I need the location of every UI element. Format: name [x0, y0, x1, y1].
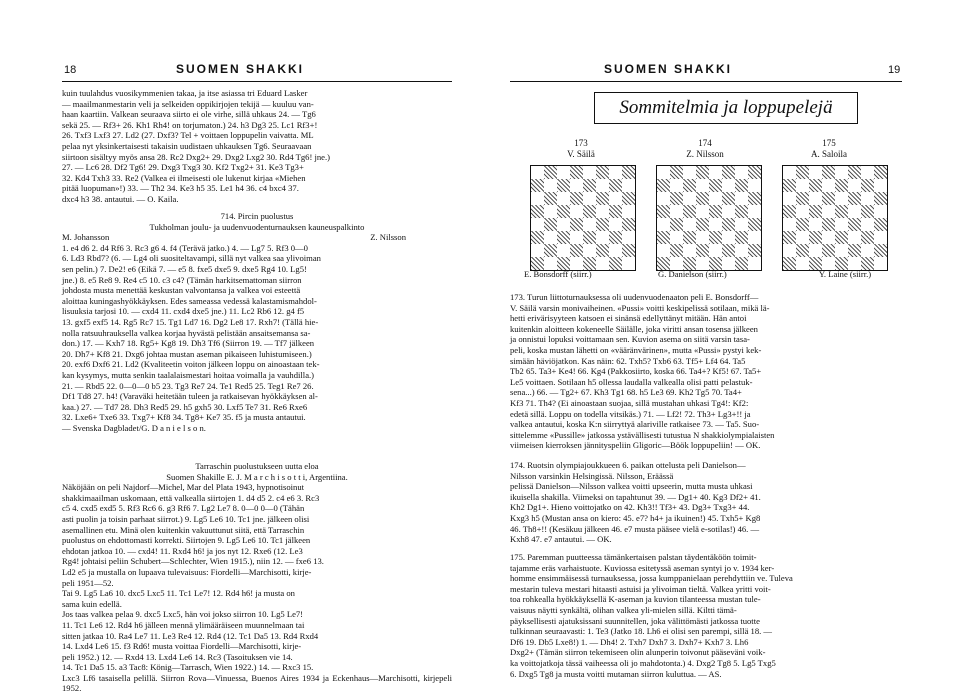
board-square: [735, 231, 748, 244]
board-square: [709, 231, 722, 244]
text-line: lisuuksia tarjosi 10. — cxd4 11. cxd4 dxe5 jne.) 11. Lc2 Rb6 12. g4 f5: [62, 306, 305, 317]
text-line: Kxh8 47. e7 antautui. — OK.: [510, 534, 612, 545]
board-square: [622, 179, 635, 192]
problem-number: 175: [822, 138, 836, 148]
text-line: nolla ratsuuhrauksella valkea korjaa hyvästä pelistään ansaitsemansa sa-: [62, 327, 311, 338]
board-square: [783, 205, 796, 218]
board-square: [796, 231, 809, 244]
board-square: [596, 166, 609, 179]
board-square: [596, 192, 609, 205]
board-square: [557, 179, 570, 192]
problem-composer: V. Säilä: [567, 149, 595, 159]
problem-173-header: [526, 138, 636, 160]
board-square: [570, 205, 583, 218]
board-square: [822, 218, 835, 231]
text-line: sekä 25. — Rf3+ 26. Kh1 Rh4! on torjumaton.) 24. h3 Dg3 25. Lc1 Rf3+!: [62, 119, 318, 130]
text-line: 32. Kd4 Txh3 33. Re2 (Valkea ei ilmeisesti ole lukenut kirjaa «Miehen: [62, 172, 306, 183]
board-square: [735, 166, 748, 179]
board-square: [683, 179, 696, 192]
text-line: Le5 voittaen. Sotilaan h5 ollessa laudalla valkealla olisi patti pelastuk-: [510, 376, 753, 387]
board-square: [783, 166, 796, 179]
board-square: [809, 244, 822, 257]
text-line: — Svenska Dagbladet/G. D a n i e l s o n.: [62, 422, 206, 433]
text-line: johdosta musta menettää keskustan valvontansa ja valkea voi esteettä: [62, 285, 301, 296]
board-square: [874, 179, 887, 192]
board-square: [696, 205, 709, 218]
text-line: don.) 17. — Kxh7 18. Rg5+ Kg8 19. Dh3 Tf6 (Siirron 19. — Tf7 jälkeen: [62, 338, 315, 349]
text-line: peli, koska mustan lähetti on «vääränvärinen», mutta «Pussi» pystyi kek-: [510, 344, 762, 355]
board-square: [861, 218, 874, 231]
text-line: kan kysymys, mutta senkin taalalaismestari hoitaa voimalla ja vauhdilla.): [62, 369, 315, 380]
board-square: [861, 244, 874, 257]
board-square: [531, 205, 544, 218]
board-square: [874, 192, 887, 205]
text-line: vaisuus näytti synkältä, olihan valkea yli-mielen sillä. Kiltti tämä-: [510, 604, 737, 615]
board-square: [709, 192, 722, 205]
board-square: [722, 218, 735, 231]
text-line: Kf3 71. Th4? (Ei ainoastaan suojaa, sillä mustahan uhkasi Tg4!: Kf2:: [510, 397, 749, 408]
header-rule: [62, 81, 452, 82]
text-line: Jos taas valkea pelaa 9. dxc5 Lxc5, hän voi jokso siirron 10. Lg5 Le7!: [62, 609, 304, 620]
board-square: [557, 192, 570, 205]
board-square: [583, 244, 596, 257]
text-line: pelaa nyt yksinkertaisesti takaisin uudistaen uhkauksen Tg6. Seuraavaan: [62, 140, 312, 151]
board-square: [709, 218, 722, 231]
intro-text: [62, 88, 452, 205]
text-line: 175. Paremman puutteessa tämänkertaisen palstan täydentäköön toimit-: [510, 552, 757, 562]
board-square: [696, 192, 709, 205]
board-square: [848, 192, 861, 205]
board-square: [796, 218, 809, 231]
board-square: [557, 166, 570, 179]
board-square: [809, 218, 822, 231]
text-line: sen pelin.) 7. De2! e6 (Eikä 7. — e5 8. fxe5 dxe5 9. dxe5 Rg4 10. Lg5!: [62, 263, 307, 274]
board-square: [822, 179, 835, 192]
board-square: [874, 218, 887, 231]
problem-174-solver: G. Danielson (siirr.): [658, 269, 727, 279]
text-line: 20. Dh7+ Kf8 21. Dxg6 johtaa mustan aseman pikaiseen luhistumiseen.): [62, 348, 312, 359]
problem-composer: A. Saloila: [811, 149, 847, 159]
text-line: asemallinen etu. Minä olen kuitenkin vakuuttunut siitä, että Tarraschin: [62, 524, 305, 535]
board-square: [531, 166, 544, 179]
board-square: [657, 192, 670, 205]
text-line: Näköjään on peli Najdorf—Michel, Mar del Plata 1943, hypnotisoinut: [62, 482, 305, 493]
board-square: [544, 218, 557, 231]
board-square: [796, 244, 809, 257]
game-714: [62, 211, 452, 433]
page-number: 18: [64, 64, 77, 76]
right-page: [480, 0, 960, 694]
text-line: 21. — Rbd5 22. 0—0—0 b5 23. Tg3 Re7 24. Te1 Red5 25. Teg1 Re7 26.: [62, 380, 314, 391]
text-line: edetä sillä. Loppu on todella vitsikäs.) 71. — Lf2! 72. Th3+ Lg3+!! ja: [510, 408, 751, 419]
board-square: [683, 166, 696, 179]
board-square: [809, 166, 822, 179]
board-square: [557, 231, 570, 244]
text-line: 27. — Lc6 28. Df2 Tg6! 29. Dxg3 Txg3 30. Kf2 Txg2+ 31. Ke3 Tg3+: [62, 162, 304, 173]
board-square: [861, 179, 874, 192]
board-square: [557, 244, 570, 257]
text-line: — maailmanmestarin veli ja selkeiden oppikirjojen tekijä — kuuluu van-: [62, 98, 314, 109]
text-line: Dxg2+ (Tämän siirron tekemiseen olin alunperin toivonut pääseväni voik-: [510, 647, 766, 658]
header-rule: [510, 81, 902, 82]
text-line: 13. gxf5 exf5 14. Rg5 Rc7 15. Tg1 Ld7 16. Dg2 Le8 17. Rxh7! (Tällä hie-: [62, 316, 319, 327]
board-square: [822, 205, 835, 218]
board-square: [809, 205, 822, 218]
text-line: jne.) 8. e5 Re8 9. Re4 c5 10. c3 c4? (Tämän harkitsemattoman siirron: [62, 274, 302, 285]
board-square: [835, 231, 848, 244]
text-line: valkea antautui, koska K:n siirryttyä alariville ratkaisee 73. — Ta5. Suo-: [510, 419, 760, 430]
board-square: [622, 205, 635, 218]
text-line: peli 1952.) 12. — Rxd4 13. Lxd4 Le6 14. Rc3 (Tasoituksen vie 14.: [62, 651, 293, 662]
board-square: [722, 231, 735, 244]
white-player: M. Johansson: [62, 232, 110, 243]
board-square: [822, 166, 835, 179]
board-square: [622, 218, 635, 231]
board-square: [848, 231, 861, 244]
board-square: [583, 218, 596, 231]
board-square: [874, 244, 887, 257]
board-square: [722, 166, 735, 179]
text-line: Df1 Td8 27. h4! (Varaväki heitetään tuleen ja ratkaisevan hyökkäyksen al-: [62, 391, 318, 402]
board-square: [583, 231, 596, 244]
board-square: [722, 192, 735, 205]
board-square: [709, 179, 722, 192]
board-square: [531, 192, 544, 205]
text-line: sama kuin edellä.: [62, 598, 122, 609]
text-line: simään häviöjatkon. Kas näin: 62. Txh5? Txb6 63. Tf5+ Lf4 64. Ta5: [510, 355, 746, 366]
board-square: [861, 192, 874, 205]
problem-composer: Z. Nilsson: [686, 149, 724, 159]
solution-174: [510, 460, 902, 545]
board-square: [822, 244, 835, 257]
board-square: [735, 205, 748, 218]
board-square: [570, 231, 583, 244]
text-line: puolustus on ehdottomasti korrekti. Siirtojen 9. Lg5 Le6 10. Tc1 jälkeen: [62, 535, 311, 546]
text-line: ka voittojatkoja tässä vaiheessa oli jo mahdotonta.) 4. Dxg2 Tg8 5. Lg5 Txg5: [510, 657, 776, 668]
text-line: 14. Tc1 Da5 15. a3 Tac8: König—Tarrasch, Wien 1922.) 14. — Rxc3 15.: [62, 662, 314, 673]
board-square: [683, 218, 696, 231]
board-square: [657, 205, 670, 218]
board-square: [796, 179, 809, 192]
board-square: [748, 166, 761, 179]
board-square: [683, 244, 696, 257]
board-square: [544, 231, 557, 244]
text-line: pitää luopuman»!) 33. — Th2 34. Ke3 h5 35. Le1 h4 36. c4 bxc4 37.: [62, 183, 299, 194]
board-square: [622, 231, 635, 244]
text-line: homme ensimmäisessä turnauksessa, jossa kumppanielaan perehdyttiin ve. Tuleva: [510, 573, 793, 584]
board-square: [696, 244, 709, 257]
board-square: [748, 231, 761, 244]
chess-diagram-174: [656, 165, 762, 271]
board-square: [835, 179, 848, 192]
text-line: Kxg3 h5 (Mustan ansa on kiero: 45. e7? h4+ ja ikuinen!) 45. Txh5+ Kg8: [510, 512, 761, 523]
text-line: viimeisen kierroksen jännityspeliin Gligoric—Böök loppupeliin! — OK.: [510, 440, 761, 451]
text-line: kuitenkin aloitteen kokeneelle Säilälle, joka viritti ansan tosensa jälkeen: [510, 323, 758, 334]
board-square: [596, 179, 609, 192]
text-line: päyksellisesti ajatuksissani suunnitellen, joka välittömästi jatkossa tuotte: [510, 615, 760, 626]
tarrasch-article: [62, 461, 452, 694]
text-line: tulkinnan seuraavasti: 1. Te3 (Jatko 18. Lh6 ei olisi sen parempi, sillä 18. —: [510, 626, 773, 637]
text-line: pelissä Danielson—Nilsson valkea voitti upseerin, mutta musta uhkasi: [510, 481, 753, 492]
text-line: hetti erivärisyyteen katsoen ei sinänsä edellyttänyt mitään. Hän antoi: [510, 313, 747, 324]
text-line: dxc4 h3 38. antautui. — O. Kaila.: [62, 193, 179, 204]
board-square: [609, 244, 622, 257]
board-square: [670, 166, 683, 179]
board-square: [735, 218, 748, 231]
text-line: Nilsson varsinkin Helsingissä. Nilsson, Eräässä: [510, 470, 674, 481]
board-square: [670, 231, 683, 244]
board-square: [748, 218, 761, 231]
board-square: [657, 218, 670, 231]
board-square: [596, 231, 609, 244]
text-line: ehdotan jatkoa 10. — cxd4! 11. Rxd4 h6! ja jos nyt 12. Rxe6 (12. Le3: [62, 545, 303, 556]
board-square: [796, 192, 809, 205]
text-line: Ld2 e5 ja mustalla on lupaava tulevaisuus: Fiordelli—Marchisotti, kirje-: [62, 566, 312, 577]
board-square: [544, 192, 557, 205]
text-line: Tai 9. Lg5 La6 10. dxc5 Lxc5 11. Tc1 Le7! 12. Rd4 h6! ja musta on: [62, 588, 295, 599]
chess-diagram-175: [782, 165, 888, 271]
text-line: aloittaa kuningashyökkäyksen. Edes sameassa vedessä kalastamismahdol-: [62, 295, 317, 306]
text-line: sitten jatkaa 10. Ra4 Le7 11. Le3 Re4 12. Rd4 (12. Tc1 Da5 13. Rd4 Rxd4: [62, 630, 319, 641]
text-line: 11. Tc1 Le6 12. Rd4 h6 jälleen mennä ylimääräiseen muunnelmaan tai: [62, 619, 305, 630]
game-players: [62, 232, 452, 243]
board-square: [735, 192, 748, 205]
board-square: [874, 166, 887, 179]
board-square: [544, 244, 557, 257]
board-square: [848, 205, 861, 218]
board-square: [783, 192, 796, 205]
board-square: [822, 192, 835, 205]
board-square: [809, 192, 822, 205]
text-line: sena...) 66. — Tg2+ 67. Kh3 Tg1 68. h5 Le3 69. Kh2 Tg5 70. Ta4+: [510, 387, 742, 398]
board-square: [861, 166, 874, 179]
problem-173-solver: E. Bonsdorff (siirr.): [524, 269, 592, 279]
board-square: [861, 205, 874, 218]
section-banner: Sommitelmia ja loppupelejä: [594, 92, 858, 124]
board-square: [622, 244, 635, 257]
text-line: 14. Lxd4 Le6 15. f3 Rd6! musta voittaa Fiordelli—Marchisotti, kirje-: [62, 641, 302, 652]
text-line: siirtoon sisältyy myös ansa 28. Rc2 Dxg2+ 29. Dxg2 Lxg2 30. Rd4 Tg6! jne.): [62, 151, 330, 162]
text-line: kaa.) 27. — Td7 28. Dh3 Red5 29. h5 gxh5 30. Lxf5 Te7 31. Re6 Rxe6: [62, 401, 308, 412]
board-square: [670, 205, 683, 218]
board-square: [809, 231, 822, 244]
board-square: [531, 218, 544, 231]
board-square: [835, 218, 848, 231]
board-square: [861, 231, 874, 244]
board-square: [583, 205, 596, 218]
board-square: [531, 244, 544, 257]
problem-number: 173: [574, 138, 588, 148]
text-line: 26. Txf3 Lxf3 27. Ld2 (27. Dxf3? Tel + voittaen loppupelin vaivatta. ML: [62, 130, 314, 141]
board-square: [696, 179, 709, 192]
board-square: [796, 166, 809, 179]
page-number: 19: [888, 64, 901, 76]
text-line: c5 4. cxd5 exd5 5. Rf3 Rc6 6. g3 Rf6 7. Lg2 Le7 8. 0—0 0—0 (Tähän: [62, 503, 305, 514]
board-square: [748, 205, 761, 218]
text-line: 6. Dxg5 Tg8 ja musta voitti mutaman siirron kuluttua. — AS.: [510, 668, 722, 679]
board-square: [609, 179, 622, 192]
text-line: V. Säilä varsin monivaiheinen. «Pussi» voitti keskipelissä sotilaan, mikä lä-: [510, 302, 770, 313]
board-square: [783, 179, 796, 192]
text-line: Df6 19. Db5 Lxe8!) 1. — Dh4! 2. Txh7 Dxh7 3. Dxh7+ Kxh7 3. Lh6: [510, 636, 749, 647]
board-square: [722, 244, 735, 257]
running-head: SUOMEN SHAKKI: [604, 62, 733, 76]
text-line: 20. exf6 Dxf6 21. Ld2 (Kvaliteetin voiton jälkeen loppu on ainoastaan tek-: [62, 359, 320, 370]
board-square: [835, 166, 848, 179]
board-square: [874, 231, 887, 244]
board-square: [609, 218, 622, 231]
board-square: [783, 218, 796, 231]
text-line: kuin tuulahdus vuosikymmenien takaa, ja itse asiassa tri Eduard Lasker: [62, 88, 308, 98]
board-square: [748, 179, 761, 192]
board-square: [609, 205, 622, 218]
board-square: [657, 244, 670, 257]
board-square: [557, 218, 570, 231]
game-event: Tukholman joulu- ja uudenvuodenturnauksen kauneuspalkinto: [149, 221, 365, 232]
board-square: [848, 244, 861, 257]
article-byline: Suomen Shakille E. J. M a r c h i s o t t i, Argentiina.: [166, 471, 348, 482]
solution-175: [510, 552, 902, 679]
board-square: [835, 244, 848, 257]
board-square: [544, 205, 557, 218]
text-line: ja onnistui lopuksi voittamaan sen. Kuvion asema on siitä varsin tasa-: [510, 334, 750, 345]
board-square: [835, 205, 848, 218]
board-square: [783, 231, 796, 244]
board-square: [609, 166, 622, 179]
board-square: [696, 166, 709, 179]
board-square: [596, 244, 609, 257]
text-line: 173. Turun liittoturnauksessa oli uudenvuodenaaton peli E. Bonsdorff—: [510, 292, 759, 302]
chess-diagram-173: [530, 165, 636, 271]
solution-173: [510, 292, 902, 451]
text-line: asti puolin ja toisin parhaat siirrot.) 9. Lg5 Le6 10. Tc1 jne. jälkeen olisi: [62, 513, 310, 524]
board-square: [583, 192, 596, 205]
article-heading: Tarraschin puolustukseen uutta eloa: [195, 461, 319, 471]
board-square: [670, 192, 683, 205]
text-line: mestarin tuleva mestari hitaasti astuisi ja ylivoiman tieltä. Valkea yritti voit-: [510, 583, 771, 594]
board-square: [583, 166, 596, 179]
board-square: [531, 179, 544, 192]
board-square: [570, 166, 583, 179]
text-line: Rg4! johtaisi peliin Schubert—Schlechter, Wien 1915.), niin 12. — fxe6 13.: [62, 556, 324, 567]
board-square: [622, 166, 635, 179]
board-square: [683, 231, 696, 244]
board-square: [722, 205, 735, 218]
game-heading: 714. Pircin puolustus: [220, 211, 294, 221]
text-line: Kh2 Dg1+. Hieno voittojatko on 42. Kh3!! Tf3+ 43. Dg3+ Txg3+ 44.: [510, 502, 750, 513]
board-square: [670, 244, 683, 257]
running-head: SUOMEN SHAKKI: [176, 62, 305, 76]
problem-number: 174: [698, 138, 712, 148]
text-line: haan kaartiin. Valkean seuraava siirto ei ole virhe, sillä uhkaus 24. — Tg6: [62, 109, 316, 120]
board-square: [822, 231, 835, 244]
board-square: [848, 166, 861, 179]
text-line: toa rohkealla hyökkäyksellä K-aseman ja kuvion tilanteessa mustan tule-: [510, 594, 761, 605]
text-line: tajamme eräs varhaistuote. Kuviossa esitetyssä aseman syntyi jo v. 1934 ker-: [510, 562, 775, 573]
board-square: [783, 244, 796, 257]
board-square: [709, 166, 722, 179]
board-square: [657, 179, 670, 192]
text-line: 46. Th8+!! (Kesäkuu jälkeen 46. e7 musta pääsee vielä e-sotilas!) 46. —: [510, 523, 760, 534]
text-line: 6. Ld3 Rbd7? (6. — Lg4 oli suositeltavampi, sillä nyt valkea saa ylivoiman: [62, 253, 321, 264]
board-square: [544, 166, 557, 179]
board-square: [570, 179, 583, 192]
text-line: ikuisella shakilla. Viimeksi on tapahtunut 39. — Dg1+ 40. Kg3 Df2+ 41.: [510, 491, 761, 502]
board-square: [570, 244, 583, 257]
board-square: [570, 218, 583, 231]
board-square: [622, 192, 635, 205]
board-square: [596, 218, 609, 231]
board-square: [596, 205, 609, 218]
board-square: [609, 192, 622, 205]
board-square: [748, 244, 761, 257]
text-line: sittelemme «Pussille» jatkossa ystävällisesti tutustua N shakkiolympialaisten: [510, 429, 775, 440]
text-line: 1. e4 d6 2. d4 Rf6 3. Rc3 g6 4. f4 (Terävä jatko.) 4. — Lg7 5. Rf3 0—0: [62, 242, 308, 253]
board-square: [748, 192, 761, 205]
board-square: [657, 231, 670, 244]
board-square: [670, 218, 683, 231]
text-line: 174. Ruotsin olympiajoukkueen 6. paikan ottelusta peli Danielson—: [510, 460, 746, 470]
board-square: [544, 179, 557, 192]
board-square: [722, 179, 735, 192]
board-square: [696, 218, 709, 231]
board-square: [583, 179, 596, 192]
problem-174-header: [650, 138, 760, 160]
board-square: [683, 205, 696, 218]
text-line: Lxc3 Lf6 tasaisella pelillä. Siirron Rova—Vinuessa, Buenos Aires 1934 ja Eckenhaus—Marchisotti, kirjepeli 1952.: [62, 672, 452, 694]
board-square: [735, 244, 748, 257]
board-square: [835, 192, 848, 205]
board-square: [570, 192, 583, 205]
board-square: [735, 179, 748, 192]
board-square: [848, 179, 861, 192]
board-square: [796, 205, 809, 218]
problem-175-header: [774, 138, 884, 160]
board-square: [531, 231, 544, 244]
board-square: [848, 218, 861, 231]
board-square: [874, 205, 887, 218]
board-square: [557, 205, 570, 218]
board-square: [670, 179, 683, 192]
board-square: [809, 179, 822, 192]
board-square: [709, 244, 722, 257]
text-line: peli 1951—52.: [62, 577, 114, 588]
board-square: [657, 166, 670, 179]
board-square: [709, 205, 722, 218]
board-square: [683, 192, 696, 205]
text-line: Tb2 65. Ta3+ Ke4! 66. Kg4 (Pakkosiirto, koska 66. Ta4+? Kf5! 67. Ta5+: [510, 366, 762, 377]
text-line: shakkimaailman uskomaan, että valkealla siirtojen 1. d4 d5 2. c4 e6 3. Rc3: [62, 492, 320, 503]
problem-175-solver: Y. Laine (siirr.): [818, 269, 872, 279]
board-square: [609, 231, 622, 244]
text-line: 32. Lxe6+ Txe6 33. Txg7+ Kf8 34. Tg8+ Ke7 35. f5 ja musta antautui.: [62, 412, 306, 423]
board-square: [696, 231, 709, 244]
black-player: Z. Nilsson: [370, 232, 406, 243]
